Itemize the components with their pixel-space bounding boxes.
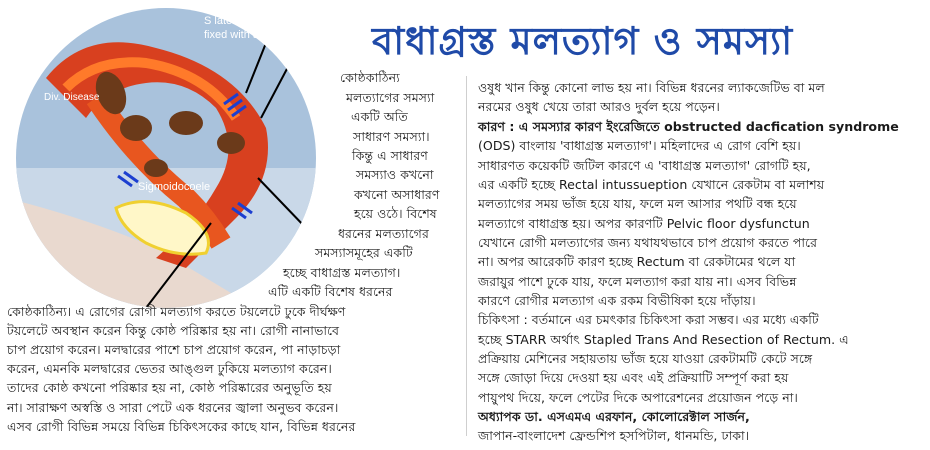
column-divider	[466, 76, 467, 436]
left-column-line: না। সারাক্ষণ অস্বস্তি ও সারা পেটে এক ধরনের জ্বালা অনুভব করেন।	[7, 400, 339, 415]
right-column-line: (ODS) বাংলায় 'বাধাগ্রস্ত মলত্যাগ'। মহিলাদের এ রোগ বেশি হয়।	[478, 138, 801, 153]
right-column-line: ওষুধ খান কিন্তু কোনো লাভ হয় না। বিভিন্ন ধরনের ল্যাকজেটিভ বা মল	[478, 80, 825, 95]
right-column-line: নরমের ওষুধ খেয়ে তারা আরও দুর্বল হয়ে পড়েন।	[478, 99, 720, 114]
left-wrap-line: সমস্যাসমূহের একটি	[315, 245, 413, 260]
left-wrap-line: সাধারণ সমস্যা।	[353, 129, 430, 144]
left-wrap-line: সমস্যাও কখনো	[356, 167, 434, 182]
left-wrap-line: ধরনের মলত্যাগের	[338, 226, 429, 241]
hospital-line: জাপান-বাংলাদেশ ফ্রেন্ডশিপ হসপিটাল, ধানমন্ডি, ঢাকা।	[478, 428, 750, 443]
right-column-line: জরায়ুর পাশে ঢুকে যায়, ফলে মলত্যাগ করা যায় না। এসব বিভিন্ন	[478, 274, 797, 289]
right-column-line: এর একটি হচ্ছে Rectal intussueption যেখানে রেকটাম বা মলাশয়	[478, 177, 825, 192]
left-column-line: এসব রোগী বিভিন্ন সময়ে বিভিন্ন চিকিৎসকের কাছে যান, বিভিন্ন ধরনের	[7, 419, 356, 434]
article-title: বাধাগ্রস্ত মলত্যাগ ও সমস্যা	[372, 19, 794, 63]
right-column-line: মলত্যাগে বাধাগ্রস্ত হয়। অপর কারণটি Pelvic floor dysfunctun	[478, 216, 810, 231]
anatomy-illustration	[6, 8, 326, 308]
right-column-line: প্রক্রিয়ায় মেশিনের সহায়তায় ভাঁজ হয়ে যাওয়া রেকটামটি কেটে সঙ্গে	[478, 351, 813, 366]
left-wrap-line: কখনো অসাধারণ	[354, 187, 440, 202]
right-column-line: কারণে রোগীর মলত্যাগ এক রকম বিভীষিকা হয়ে দাঁড়ায়।	[478, 293, 756, 308]
right-column-line: সঙ্গে জোড়া দিয়ে দেওয়া হয় এবং এই প্রক্রিয়াটি সম্পূর্ণ করা হয়	[478, 370, 789, 385]
left-wrap-line: মলত্যাগের সমস্যা	[346, 90, 435, 105]
left-column-line: করেন, এমনকি মলদ্বারের ভেতর আঙ্গুল ঢুকিয়ে মলত্যাগ করেন।	[7, 361, 332, 376]
right-column-line: সাধারণত কয়েকটি জটিল কারণে এ 'বাধাগ্রস্ত মলত্যাগ' রোগটি হয়,	[478, 158, 811, 173]
left-wrap-line: হয়ে ওঠে। বিশেষ	[354, 206, 437, 221]
right-column-line: যেখানে রোগী মলত্যাগের জন্য যথাযথভাবে চাপ প্রয়োগ করতে পারে	[478, 235, 818, 250]
label-fixed: fixed with adhe	[204, 29, 278, 41]
rectum-diagram	[6, 8, 326, 308]
left-wrap-line: হচ্ছে বাধাগ্রস্ত মলত্যাগ।	[283, 265, 401, 280]
label-sigmoidocoele: Sigmoidocoele	[138, 181, 211, 193]
left-wrap-line: এটি একটি বিশেষ ধরনের	[268, 284, 393, 299]
left-column-line: কোষ্ঠকাঠিন্য। এ রোগের রোগী মলত্যাগ করতে টয়লেটে ঢুকে দীর্ঘক্ষণ	[7, 304, 346, 319]
label-div-disease: Div. Disease	[44, 92, 100, 103]
author-line: অধ্যাপক ডা. এসএমএ এরফান, কোলোরেক্টাল সার্জন,	[478, 409, 750, 424]
label-lateral: S lateral r	[204, 15, 252, 27]
left-column-line: চাপ প্রয়োগ করেন। মলদ্বারের পাশে চাপ প্রয়োগ করেন, পা নাড়াচড়া	[7, 342, 341, 357]
left-column-line: তাদের কোষ্ঠ কখনো পরিষ্কার হয় না, কোষ্ঠ পরিষ্কারের অনুভূতি হয়	[7, 380, 332, 395]
right-column-line: পায়ুপথ দিয়ে, ফলে পেটের দিকে অপারেশনের প্রয়োজন পড়ে না।	[478, 390, 798, 405]
left-wrap-line: একটি অতি	[351, 109, 408, 124]
right-column-line: না। অপর আরেকটি কারণ হচ্ছে Rectum বা রেকটামের থলে যা	[478, 254, 796, 269]
left-wrap-line: কোষ্ঠকাঠিন্য	[340, 70, 400, 85]
right-column-line: মলত্যাগের সময় ভাঁজ হয়ে যায়, ফলে মল আসার পথটি বন্ধ হয়ে	[478, 196, 797, 211]
right-column-line: কারণ : এ সমস্যার কারণ ইংরেজিতে obstructed dacfication syndrome	[478, 119, 899, 134]
left-column-line: টয়লেটে অবস্থান করেন কিন্তু কোষ্ঠ পরিষ্কার হয় না। রোগী নানাভাবে	[7, 323, 340, 338]
right-column-line: চিকিৎসা : বর্তমানে এর চমৎকার চিকিৎসা করা সম্ভব। এর মধ্যে একটি	[478, 312, 819, 327]
right-column-line: হচ্ছে STARR অর্থাৎ Stapled Trans And Resection of Rectum. এ	[478, 332, 849, 347]
left-wrap-line: কিন্তু এ সাধারণ	[352, 148, 428, 163]
